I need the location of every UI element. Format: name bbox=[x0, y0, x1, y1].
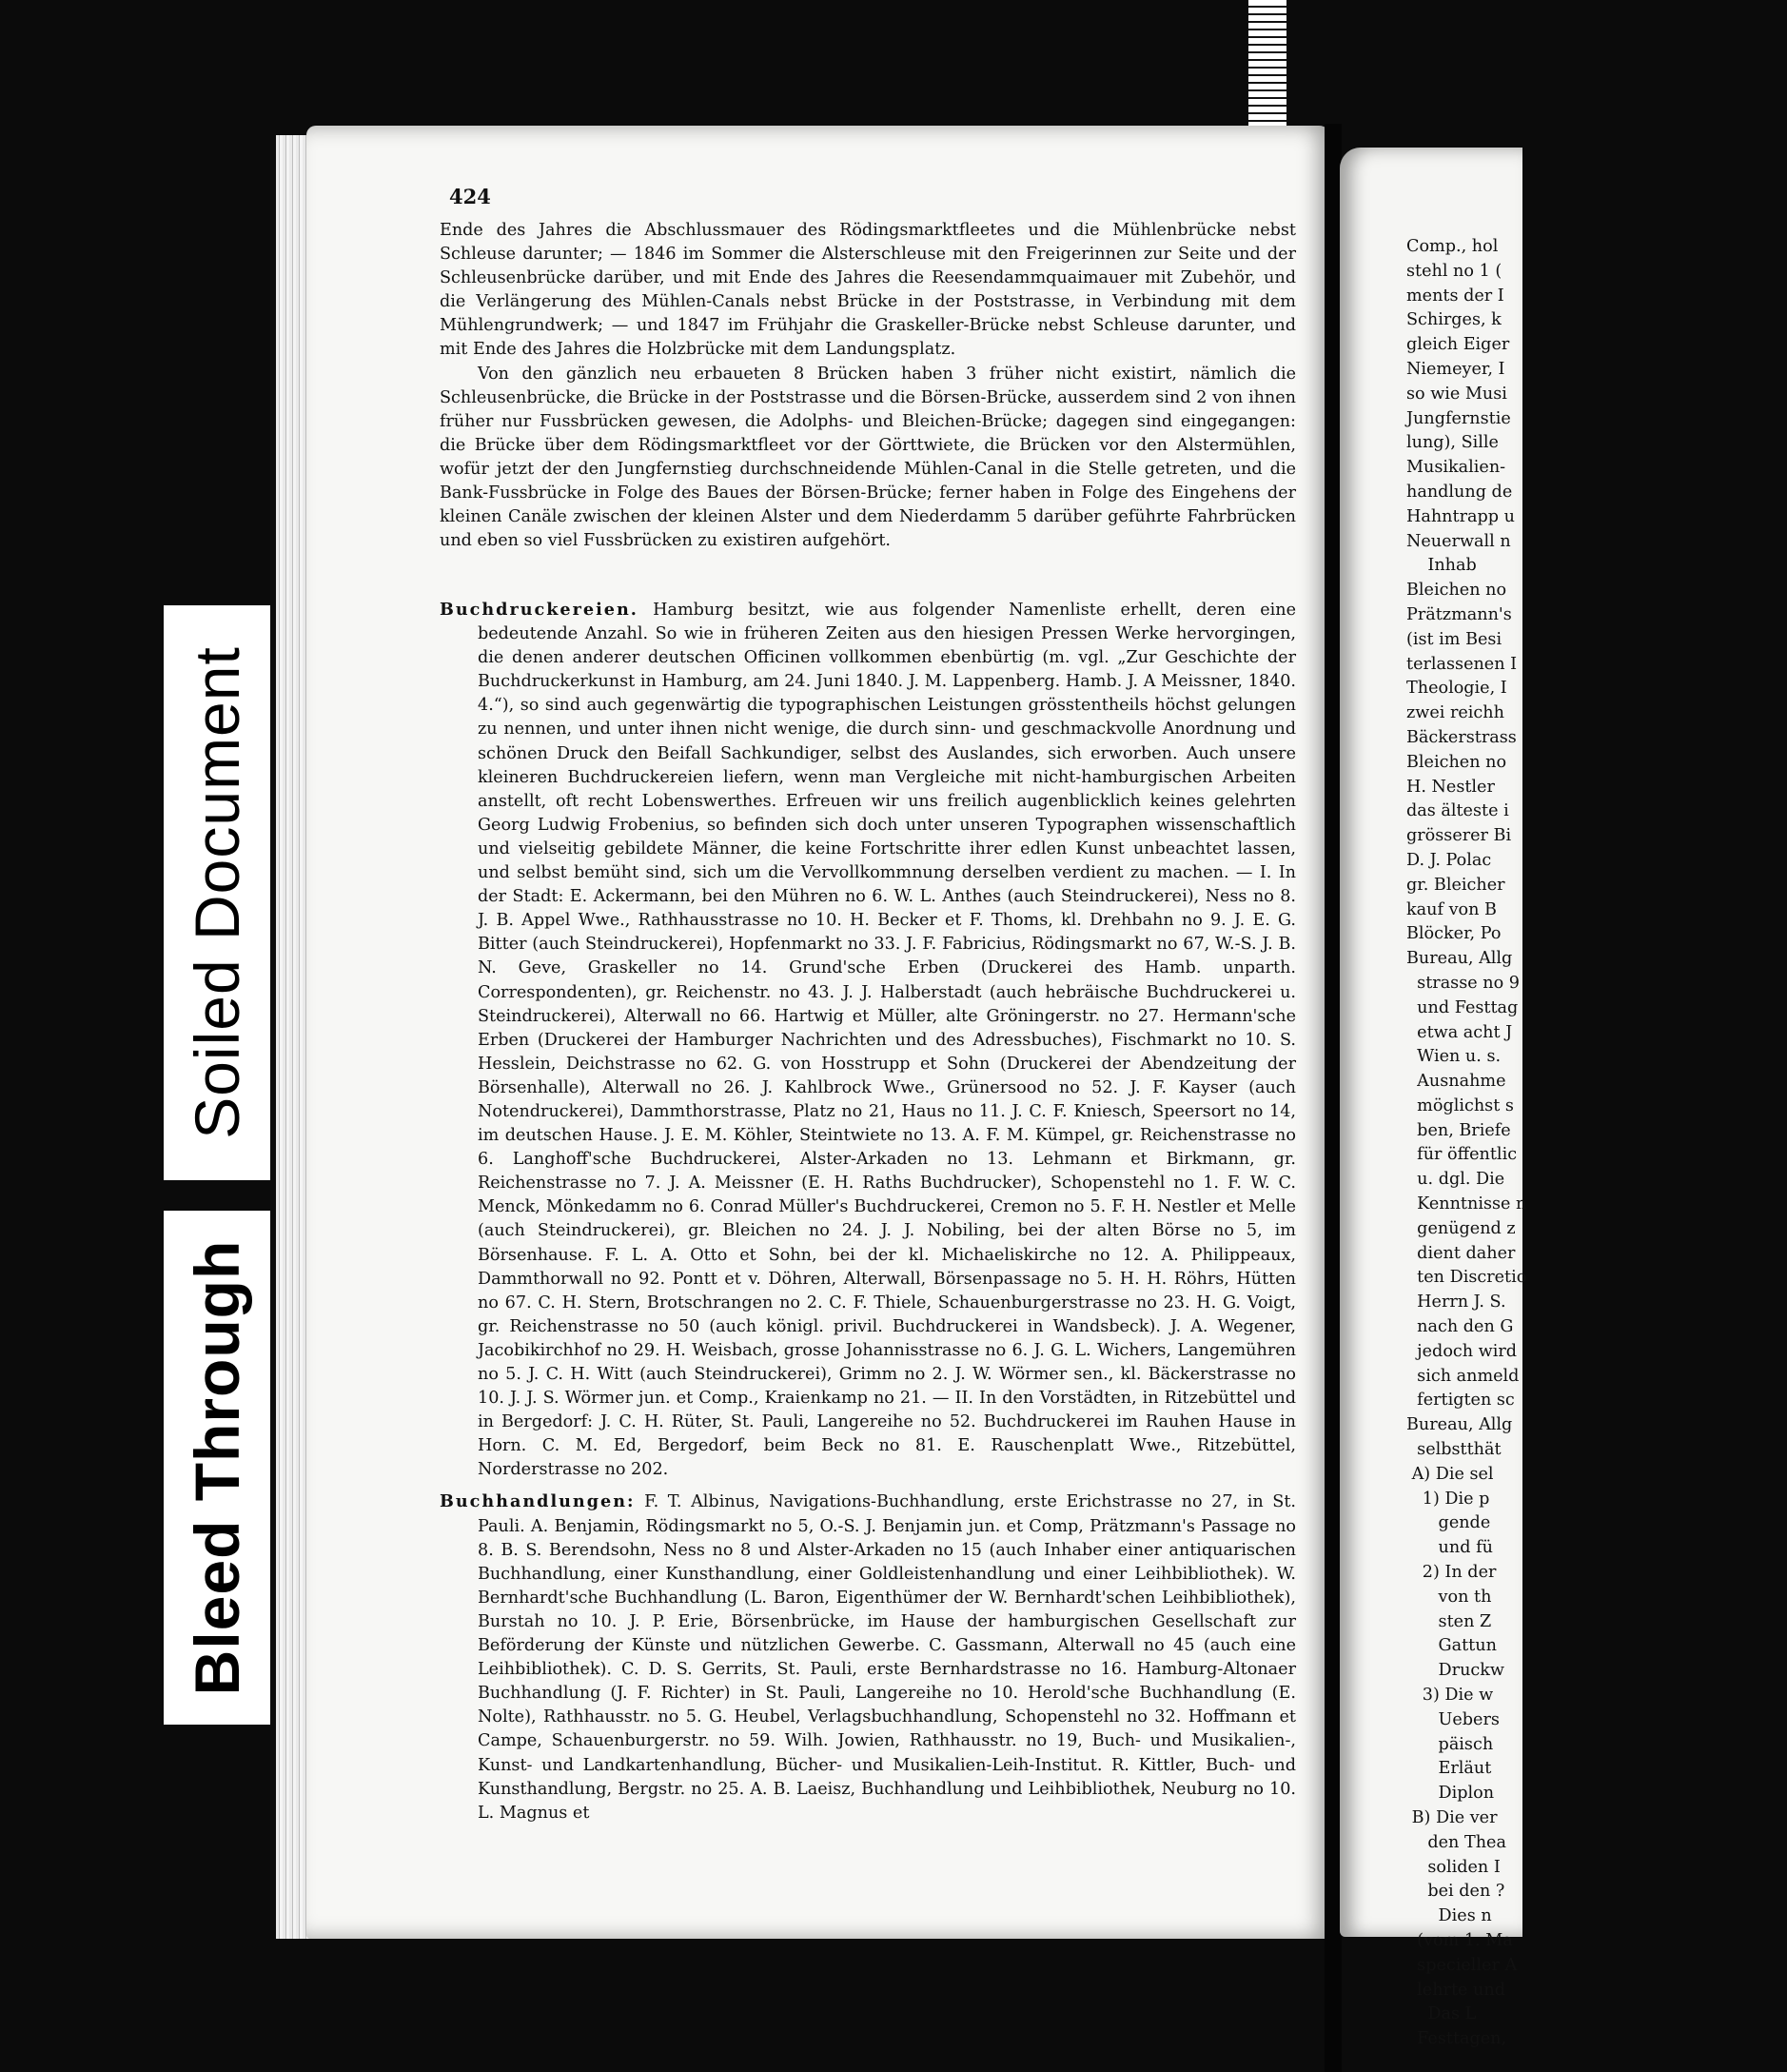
right-page-line: fertigten sc bbox=[1406, 1391, 1515, 1411]
right-page-line: D. J. Polac bbox=[1406, 850, 1492, 870]
right-page-line: lung), Sille bbox=[1406, 433, 1499, 453]
right-page-line: handlung de bbox=[1406, 482, 1513, 502]
right-page-line: Bleichen no bbox=[1406, 581, 1507, 601]
left-book-page bbox=[306, 126, 1332, 1939]
bridges-section bbox=[440, 219, 1296, 553]
right-page-line: grösserer Bi bbox=[1406, 826, 1512, 846]
entry-heading: Buchhandlungen: bbox=[440, 1491, 636, 1512]
right-page-line: A) Die sel bbox=[1406, 1464, 1494, 1484]
right-page-line: Niemeyer, I bbox=[1406, 359, 1505, 379]
page-number: 424 bbox=[449, 185, 491, 208]
right-page-line: terlassenen I bbox=[1406, 654, 1518, 674]
right-page-line: 3) Die w bbox=[1406, 1686, 1494, 1706]
bleed-through-label bbox=[164, 1211, 270, 1725]
right-page-line: von th bbox=[1406, 1587, 1492, 1607]
right-book-page bbox=[1340, 148, 1527, 2049]
right-page-line: Bäckerstrass bbox=[1406, 727, 1517, 747]
entry-heading: Buchdruckereien. bbox=[440, 600, 638, 620]
right-page-line: Diplon bbox=[1406, 1784, 1495, 1804]
right-page-line: sich anmeld bbox=[1406, 1366, 1520, 1386]
right-page-line: specieller A bbox=[1406, 1955, 1518, 1975]
right-page-text bbox=[1406, 235, 1787, 2052]
right-page-line: und Festtag bbox=[1406, 997, 1519, 1017]
right-page-line: selbstthät bbox=[1406, 1440, 1502, 1460]
right-page-line: Bureau, Allg bbox=[1406, 949, 1513, 969]
right-page-line: ben, Briefe bbox=[1406, 1120, 1511, 1140]
right-page-line: Inhab bbox=[1406, 556, 1477, 576]
right-page-line: und fü bbox=[1406, 1538, 1493, 1558]
directory-section bbox=[440, 598, 1296, 1825]
right-page-line: genügend z bbox=[1406, 1218, 1516, 1238]
right-page-line: soliden I bbox=[1406, 1857, 1501, 1877]
right-page-line: 2) In der bbox=[1406, 1563, 1497, 1583]
right-page-line: Dies n bbox=[1406, 1906, 1492, 1926]
right-page-line: u. dgl. Die bbox=[1406, 1170, 1505, 1190]
right-page-line: Hahntrapp u bbox=[1406, 506, 1515, 526]
bridges-paragraph-1: Ende des Jahres die Abschlussmauer des Rödingsmarktfleetes und die Mühlenbrücke nebst Schleuse darunter; — 1846 im Sommer die Alsterschleuse mit den Freigerinnen zur Seite und der Schleusenbrücke darüber, und mit Ende des Jahres die Reesendammquaimauer mit Zubehör, und die Verlängerung des Mühlen-Canals nebst Brücke in der Poststrasse, in Verbindung mit dem Mühlengrundwerk; — und 1847 im Frühjahr die Graskeller-Brücke nebst Schleuse darunter, und mit Ende des Jahres die Holzbrücke mit dem Landungsplatz. bbox=[440, 221, 1296, 360]
right-page-line: Wien u. s. bbox=[1406, 1047, 1502, 1067]
right-page-line: Festtagen, bbox=[1406, 2029, 1507, 2049]
right-page-line: päisch bbox=[1406, 1734, 1494, 1754]
right-page-line: ten Discretio bbox=[1406, 1268, 1527, 1288]
right-page-line: sten Z bbox=[1406, 1611, 1492, 1631]
right-page-line: Bleichen no bbox=[1406, 752, 1507, 772]
right-page-line: das älteste i bbox=[1406, 801, 1509, 821]
right-page-line: Musikalien- bbox=[1406, 458, 1506, 478]
right-page-line: Kenntnisse n bbox=[1406, 1194, 1527, 1214]
right-page-line: lehrte und bbox=[1406, 1980, 1505, 2000]
entry-text: F. T. Albinus, Navigations-Buchhandlung, erste Erichstrasse no 27, in St. Pauli. A. Benjamin, Rödingsmarkt no 5, O.-S. J. Benjamin jun. et Comp, Prätzmann's Passage no 8. B. S. Berendsohn, Ness no 8 und Alster-Arkaden no 15 (auch Inhaber einer antiquarischen Buchhandlung, einer Kunsthandlung, einer Goldleistenhandlung und einer Leihbibliothek). W. Bernhardt'sche Buchhandlung (L. Baron, Eigenthümer der W. Bernhardt'schen Leihbibliothek), Burstah no 10. J. P. Erie, Börsenbrücke, im Hause der hamburgischen Gesellschaft zur Beförderung der Künste und nützlichen Gewerbe. C. Gassmann, Alterwall no 45 (auch eine Leihbibliothek). C. D. S. Gerrits, St. Pauli, erste Bernhardstrasse no 16. Hamburg-Altonaer Buchhandlung (J. F. Richter) in St. Pauli, Langereihe no 10. Herold'sche Buchhandlung (E. Nolte), Rathhausstr. no 5. G. Heubel, Verlagsbuchhandlung, Schopenstehl no 32. Hoffmann et Campe, Schauenburgerstr. no 59. Wilh. Jowien, Rathhausstr. no 19, Buch- und Musikalien-, Kunst- und Landkartenhandlung, Bücher- und Musikalien-Leih-Institut. R. Kittler, Buch- und Kunsthandlung, Bergstr. no 25. A. B. Laeisz, Buchhandlung und Leihbibliothek, Neuburg no 10. L. Magnus et bbox=[478, 1492, 1297, 1823]
right-page-line: so wie Musi bbox=[1406, 384, 1507, 404]
right-page-line: Comp., hol bbox=[1406, 237, 1499, 256]
right-page-line: Das L bbox=[1406, 2004, 1477, 2024]
soiled-document-text: Soiled Document bbox=[182, 646, 252, 1139]
right-page-line: für öffentlic bbox=[1406, 1145, 1518, 1165]
right-page-line: bei den ? bbox=[1406, 1882, 1505, 1902]
right-page-line: Neuerwall n bbox=[1406, 531, 1511, 551]
right-page-line: (vom 1. Ma bbox=[1406, 1930, 1513, 1950]
right-page-line: gr. Bleicher bbox=[1406, 875, 1505, 895]
right-page-line: zwei reichh bbox=[1406, 703, 1504, 723]
right-page-line: Blöcker, Po bbox=[1406, 924, 1502, 944]
right-page-line: 1) Die p bbox=[1406, 1489, 1490, 1509]
right-page-line: stehl no 1 ( bbox=[1406, 261, 1502, 281]
entry-buchdruckereien bbox=[440, 598, 1296, 1482]
right-page-line: H. Nestler bbox=[1406, 777, 1495, 797]
right-page-line: (ist im Besi bbox=[1406, 629, 1502, 649]
right-page-line: etwa acht J bbox=[1406, 1022, 1513, 1042]
right-page-line: dient daher bbox=[1406, 1243, 1516, 1263]
right-page-line: Bureau, Allg bbox=[1406, 1415, 1513, 1435]
bridges-paragraph-2: Von den gänzlich neu erbaueten 8 Brücken haben 3 früher nicht existirt, nämlich die Schleusenbrücke, die Brücke in der Poststrasse und die Börsen-Brücke, ausserdem sind 2 von ihnen früher nur Fussbrücken gewesen, die Adolphs- und Bleichen-Brücke; dagegen sind eingegangen: die Brücke über dem Rödingsmarktfleet vor der Görttwiete, die Brücken vor den Alstermühlen, wofür jetzt der den Jungfernstieg durchschneidende Mühlen-Canal in die Stelle getreten, und die Bank-Fussbrücke in Folge des Baues der Börsen-Brücke; ferner haben in Folge des Eingehens der kleinen Canäle zwischen der kleinen Alster und dem Niederdamm 5 darüber geführte Fahrbrücken und eben so viel Fussbrücken zu existiren aufgehört. bbox=[440, 364, 1296, 551]
right-page-line: Druckw bbox=[1406, 1661, 1504, 1681]
right-page-line: strasse no 9 bbox=[1406, 973, 1520, 993]
right-page-line: ments der I bbox=[1406, 286, 1504, 306]
scan-edge-strip bbox=[1248, 0, 1286, 143]
right-page-line: Herrn J. S. bbox=[1406, 1293, 1506, 1312]
right-page-line: Erläut bbox=[1406, 1759, 1492, 1779]
right-page-line: kauf von B bbox=[1406, 899, 1497, 919]
soiled-document-label bbox=[164, 605, 270, 1180]
right-page-line: gende bbox=[1406, 1513, 1491, 1533]
entry-text: Hamburg besitzt, wie aus folgender Namenliste erhellt, deren eine bedeutende Anzahl. So wie in früheren Zeiten aus den hiesigen Pressen Werke hervorgingen, die denen anderer deutschen Officinen vollkommen ebenbürtig (m. vgl. „Zur Geschichte der Buchdruckerkunst in Hamburg, am 24. Juni 1840. J. M. Lappenberg. Hamb. J. A Meissner, 1840. 4.“), so sind auch gegenwärtig die typographischen Leistungen grösstentheils höchst gelungen zu nennen, und unter ihnen nicht wenige, die durch sinn- und geschmackvolle Anordnung und schönen Druck den Beifall Sachkundiger, selbst des Auslandes, sich erworben. Auch unsere kleineren Buchdruckereien liefern, wenn man Vergleiche mit nicht-hamburgischen Arbeiten anstellt, oft recht Lobenswerthes. Erfreuen wir uns freilich augenblicklich keines gelehrten Georg Ludwig Frobenius, so befinden sich doch unter unseren Typographen wissenschaftlich und vielseitig gebildete Männer, die keine Fortschritte ihrer edlen Kunst unbeachtet lassen, und selbst bemüht sind, sich um die Vervollkommnung derselben verdient zu machen. — I. In der Stadt: E. Ackermann, bei den Mühren no 6. W. L. Anthes (auch Steindruckerei), Ness no 8. J. B. Appel Wwe., Rathhausstrasse no 10. H. Becker et F. Thoms, kl. Drehbahn no 9. J. E. G. Bitter (auch Steindruckerei), Hopfenmarkt no 33. J. F. Fabricius, Rödingsmarkt no 67, W.-S. J. B. N. Geve, Graskeller no 14. Grund'sche Erben (Druckerei des Hamb. unparth. Correspondenten), gr. Reichenstr. no 43. J. J. Halberstadt (auch hebräische Buchdruckerei u. Steindruckerei), Alterwall no 66. Hartwig et Müller, alte Gröningerstr. no 27. Hermann'sche Erben (Druckerei der Hamburger Nachrichten und des Adressbuches), Fischmarkt no 10. S. Hesslein, Deichstrasse no 62. G. von Hosstrupp et Sohn (Druckerei der Abendzeitung der Börsenhalle), Alterwall no 26. J. Kahlbrock Wwe., Grünersood no 52. J. F. Kayser (auch Notendruckerei), Dammthorstrasse, Platz no 21, Haus no 11. J. C. F. Kniesch, Speersort no 14, im deutschen Hause. J. E. M. Köhler, Steintwiete no 13. A. F. M. Kümpel, gr. Reichenstrasse no 6. Langhoff'sche Buchdruckerei, Alster-Arkaden no 13. Lehmann et Birkmann, gr. Reichenstrasse no 7. J. A. Meissner (E. H. Raths Buchdrucker), Schopenstehl no 1. F. W. C. Menck, Mönkedamm no 6. Conrad Müller's Buchdruckerei, Cremon no 5. F. H. Nestler et Melle (auch Steindruckerei), gr. Bleichen no 24. J. J. Nobiling, bei der alten Börse no 5, im Börsenhause. F. L. A. Otto et Sohn, bei der kl. Michaeliskirche no 12. A. Philippeaux, Dammthorwall no 92. Pontt et v. Döhren, Alterwall, Börsenpassage no 5. H. H. Röhrs, Hütten no 67. C. H. Stern, Brotschrangen no 2. C. F. Thiele, Schauenburgerstrasse no 23. H. G. Voigt, gr. Reichenstrasse no 50 (auch königl. privil. Buchdruckerei in Wandsbeck). J. A. Wegener, Jacobikirchhof no 29. H. Weisbach, grosse Johannisstrasse no 6. J. G. L. Wichers, Langemühren no 5. J. C. H. Witt (auch Steindruckerei), Grimm no 2. J. W. Wörmer sen., kl. Bäckerstrasse no 10. J. J. S. Wörmer jun. et Comp., Kraienkamp no 21. — II. In den Vorstädten, in Ritzebüttel und in Bergedorf: J. C. H. Rüter, St. Pauli, Langereihe no 52. Buchdruckerei im Rauhen Hause in Horn. C. M. Ed, Bergedorf, beim Beck no 81. E. Rauschenplatt Wwe., Ritzebüttel, Norderstrasse no 202. bbox=[478, 601, 1296, 1480]
right-page-line: gleich Eiger bbox=[1406, 335, 1510, 355]
right-page-line: Ausnahme bbox=[1406, 1072, 1506, 1092]
right-page-line: nach den G bbox=[1406, 1317, 1514, 1337]
right-page-line: B) Die ver bbox=[1406, 1808, 1498, 1827]
right-page-line: Gattun bbox=[1406, 1636, 1497, 1656]
bleed-through-text: Bleed Through bbox=[182, 1239, 252, 1696]
right-page-line: jedoch wird bbox=[1406, 1341, 1518, 1361]
right-page-line: Theologie, I bbox=[1406, 679, 1507, 699]
right-page-line: den Thea bbox=[1406, 1832, 1506, 1852]
right-page-line: Prätzmann's bbox=[1406, 604, 1512, 624]
right-page-line: Uebers bbox=[1406, 1709, 1500, 1729]
right-page-line: möglichst s bbox=[1406, 1095, 1514, 1115]
entry-buchhandlungen bbox=[440, 1490, 1296, 1825]
right-page-line: Schirges, k bbox=[1406, 310, 1502, 330]
right-page-line: Jungfernstie bbox=[1406, 408, 1511, 428]
